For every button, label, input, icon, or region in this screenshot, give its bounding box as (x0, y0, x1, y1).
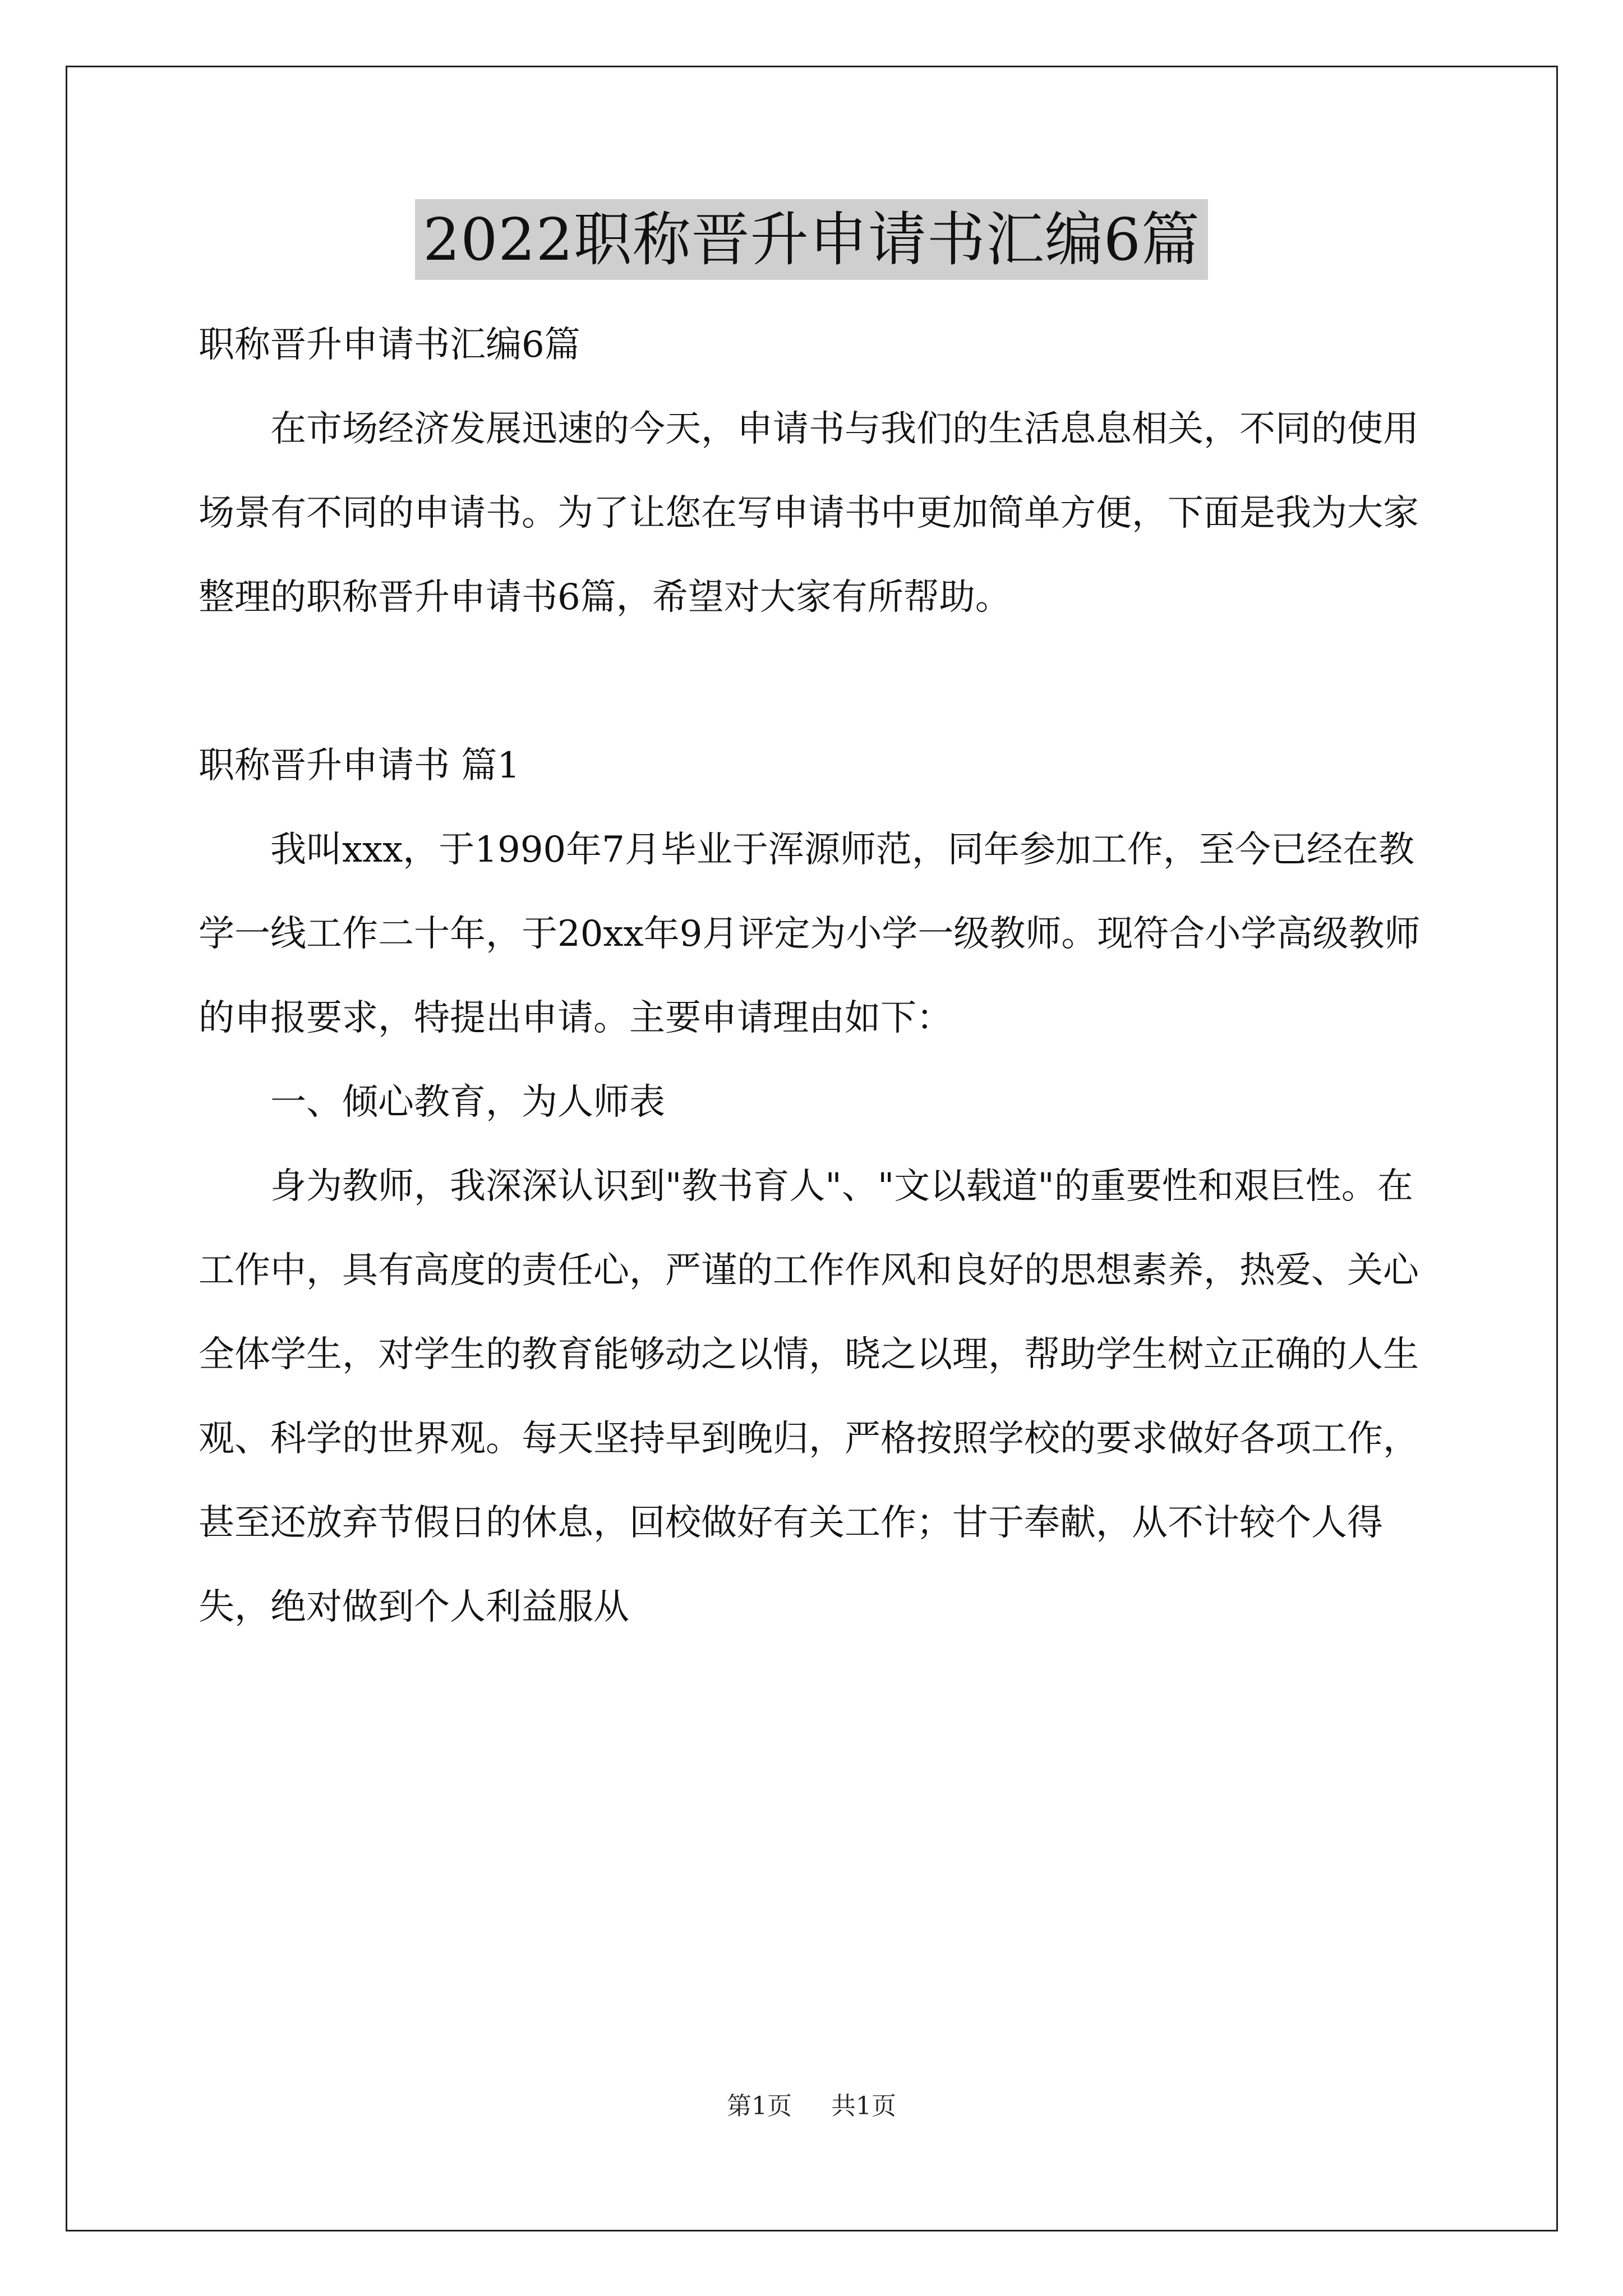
document-title: 2022职称晋升申请书汇编6篇 (415, 199, 1208, 280)
document-body (199, 303, 1438, 1649)
page-total: 共1页 (831, 2092, 896, 2120)
intro-paragraph: 在市场经济发展迅速的今天，申请书与我们的生活息息相关，不同的使用场景有不同的申请书。为了让您在写申请书中更加简单方便，下面是我为大家整理的职称晋升申请书6篇，希望对大家有所帮助。 (199, 408, 1419, 618)
page-number: 第1页 (727, 2092, 792, 2120)
title-container (0, 199, 1623, 280)
body-paragraph-3: 身为教师，我深深认识到"教书育人"、"文以载道"的重要性和艰巨性。在工作中，具有高度的责任心，严谨的工作作风和良好的思想素养，热爱、关心全体学生，对学生的教育能够动之以情，晓之以理，帮助学生树立正确的人生观、科学的世界观。每天坚持早到晚归，严格按照学校的要求做好各项工作，甚至还放弃节假日的休息，回校做好有关工作；甘于奉献，从不计较个人得失，绝对做到个人利益服从 (199, 1166, 1419, 1628)
section-heading: 职称晋升申请书 篇1 (199, 745, 520, 786)
section-spacer (199, 639, 1438, 724)
body-paragraph-2: 一、倾心教育，为人师表 (270, 1082, 665, 1123)
document-subtitle: 职称晋升申请书汇编6篇 (199, 324, 580, 366)
page-footer (0, 2090, 1623, 2123)
body-paragraph-1: 我叫xxx，于1990年7月毕业于浑源师范，同年参加工作，至今已经在教学一线工作二十年，于20xx年9月评定为小学一级教师。现符合小学高级教师的申报要求，特提出申请。主要申请理由如下： (199, 829, 1421, 1039)
